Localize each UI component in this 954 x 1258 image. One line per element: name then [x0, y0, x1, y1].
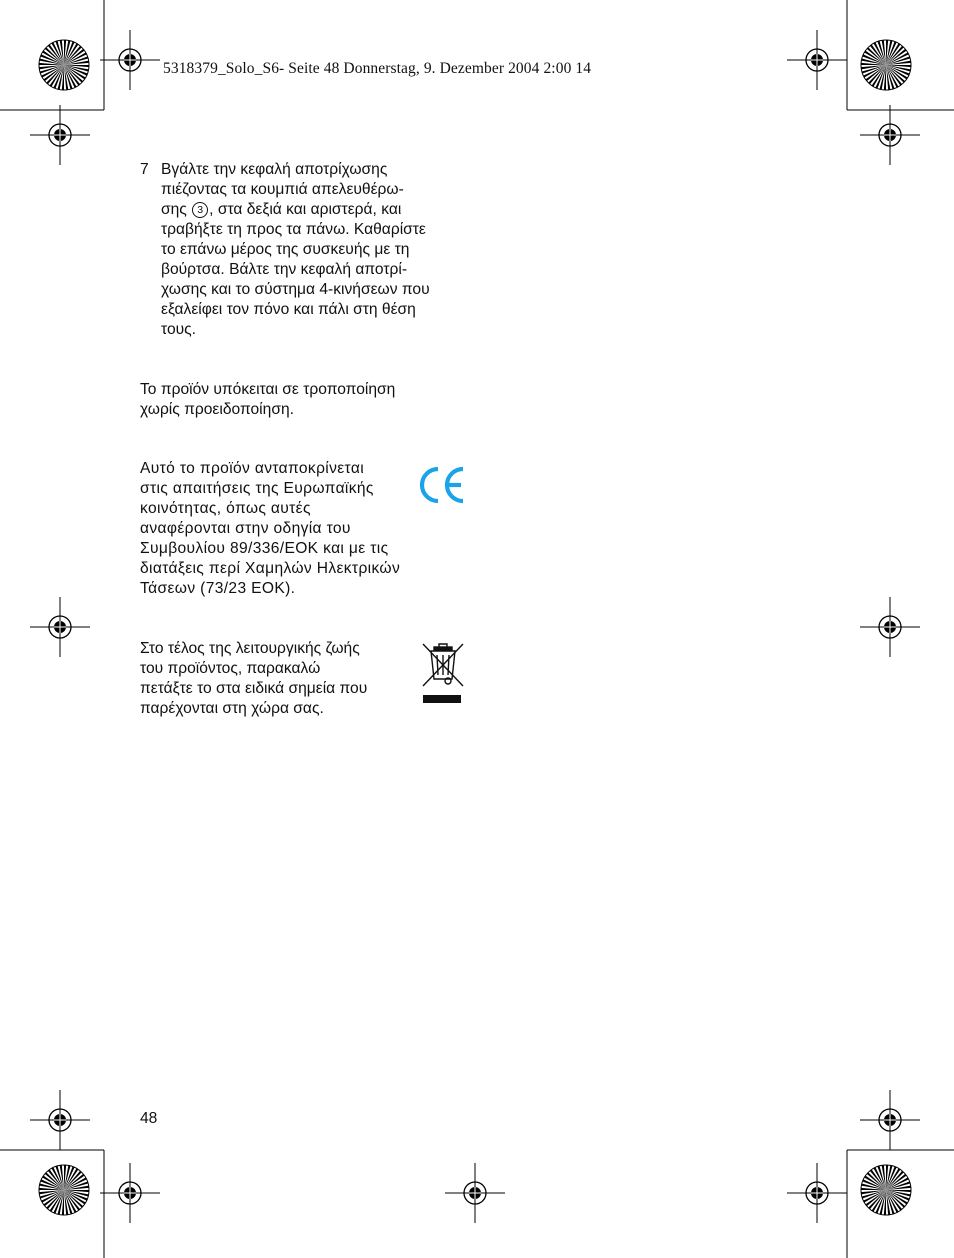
page-number: 48 — [140, 1110, 158, 1127]
registration-cross-mark — [30, 105, 90, 165]
step-line: τραβήξτε τη προς τα πάνω. Καθαρίστε — [161, 221, 426, 238]
step-body — [161, 160, 430, 340]
step-line-part: , στα δεξιά και αριστερά, και — [209, 201, 402, 218]
registration-cross-mark — [30, 597, 90, 657]
notice-line: χωρίς προειδοποίηση. — [140, 401, 294, 418]
step-number: 7 — [140, 161, 149, 178]
registration-cross-mark — [860, 597, 920, 657]
step-line: πιέζοντας τα κουμπιά απελευθέρω- — [161, 181, 404, 198]
step-line: το επάνω μέρος της συσκευής με τη — [161, 241, 410, 258]
registration-cross-mark — [860, 1090, 920, 1150]
notice-line: Το προϊόν υπόκειται σε τροποποίηση — [140, 381, 396, 398]
ce-line: Αυτό το προϊόν ανταποκρίνεται — [140, 460, 365, 477]
ce-line: Συμβουλίου 89/336/ΕΟΚ και με τις — [140, 540, 389, 557]
step-line-part: σης — [161, 201, 187, 218]
registration-cross-mark — [100, 1163, 160, 1223]
step-line: εξαλείφει τον πόνο και πάλι στη θέση — [161, 301, 416, 318]
crossed-out-wheelie-bin-icon — [420, 641, 466, 707]
modification-notice — [140, 380, 395, 420]
ce-mark-icon — [418, 465, 466, 505]
step-line: Βγάλτε την κεφαλή αποτρίχωσης — [161, 161, 388, 178]
registration-cross-mark — [787, 1163, 847, 1223]
registration-cross-mark — [30, 1090, 90, 1150]
step-line: τους. — [161, 321, 196, 338]
registration-cross-mark — [445, 1163, 505, 1223]
step-line: χωσης και το σύστημα 4-κινήσεων που — [161, 281, 430, 298]
disposal-line: Στο τέλος της λειτουργικής ζωής — [140, 640, 360, 657]
disposal-line: πετάξτε το στα ειδικά σημεία που — [140, 680, 368, 697]
registration-star-mark — [39, 1165, 89, 1215]
print-header: 5318379_Solo_S6- Seite 48 Donnerstag, 9. Dezember 2004 2:00 14 — [163, 60, 592, 77]
ce-line: Τάσεων (73/23 ΕΟΚ). — [140, 580, 296, 597]
disposal-notice — [140, 639, 367, 719]
reference-marker: 3 — [192, 202, 208, 218]
ce-statement — [140, 459, 400, 599]
ce-line: διατάξεις περί Χαμηλών Ηλεκτρικών — [140, 560, 401, 577]
step-line: βούρτσα. Βάλτε την κεφαλή αποτρί- — [161, 261, 408, 278]
step-line — [161, 200, 430, 220]
disposal-line: παρέχονται στη χώρα σας. — [140, 700, 324, 717]
registration-star-mark — [861, 1165, 911, 1215]
registration-cross-mark — [100, 30, 160, 90]
registration-star-mark — [861, 40, 911, 90]
ce-line: κοινότητας, όπως αυτές — [140, 500, 311, 517]
registration-cross-mark — [860, 105, 920, 165]
registration-star-mark — [39, 40, 89, 90]
disposal-line: του προϊόντος, παρακαλώ — [140, 660, 321, 677]
registration-cross-mark — [787, 30, 847, 90]
ce-line: αναφέρονται στην οδηγία του — [140, 520, 351, 537]
ce-line: στις απαιτήσεις της Ευρωπαϊκής — [140, 480, 374, 497]
